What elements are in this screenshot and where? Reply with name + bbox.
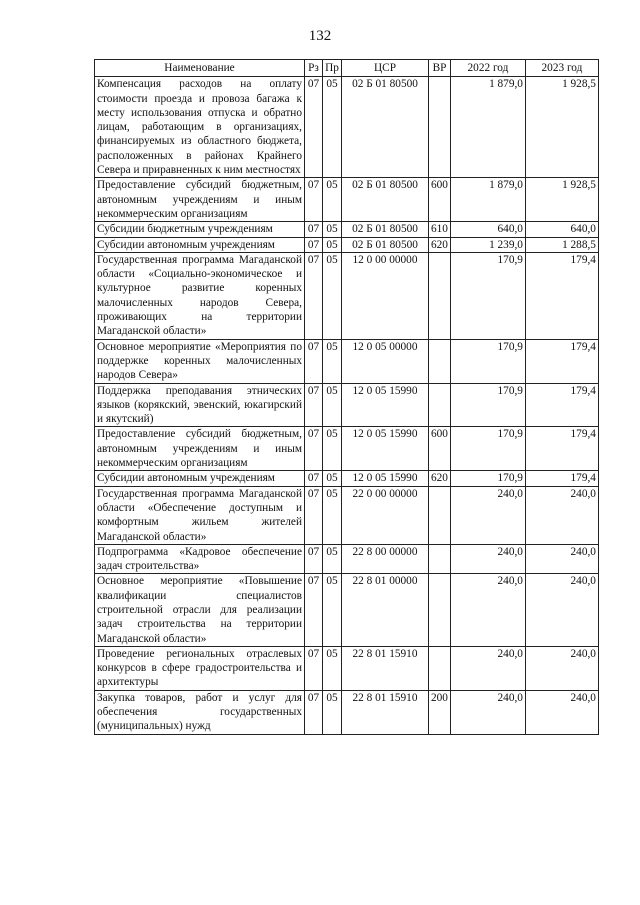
row-pr: 05 (323, 544, 342, 574)
row-amount-2022: 240,0 (450, 690, 525, 734)
row-csr: 02 Б 01 80500 (342, 222, 429, 237)
table-row (95, 383, 599, 427)
row-amount-2023: 1 928,5 (525, 77, 598, 178)
row-pr: 05 (323, 486, 342, 544)
row-pr: 05 (323, 222, 342, 237)
row-amount-2022: 1 879,0 (450, 178, 525, 222)
row-vr (429, 252, 451, 339)
table-row (95, 339, 599, 383)
table-row (95, 574, 599, 646)
row-name: Предоставление субсидий бюджетным, автономным учреждениям и иным некоммерческим организациям (95, 427, 305, 471)
row-amount-2022: 640,0 (450, 222, 525, 237)
row-amount-2022: 240,0 (450, 646, 525, 690)
row-amount-2022: 1 239,0 (450, 237, 525, 252)
row-amount-2023: 240,0 (525, 646, 598, 690)
row-vr (429, 544, 451, 574)
row-amount-2023: 640,0 (525, 222, 598, 237)
row-csr: 22 0 00 00000 (342, 486, 429, 544)
row-rz: 07 (305, 544, 323, 574)
row-amount-2022: 170,9 (450, 252, 525, 339)
table-row (95, 77, 599, 178)
row-pr: 05 (323, 339, 342, 383)
page-number: 132 (308, 28, 332, 44)
row-amount-2023: 179,4 (525, 471, 598, 486)
row-vr (429, 646, 451, 690)
row-name: Поддержка преподавания этнических языков (корякский, эвенский, юкагирский и якутский) (95, 383, 305, 427)
header-2022: 2022 год (450, 60, 525, 77)
row-pr: 05 (323, 690, 342, 734)
row-rz: 07 (305, 486, 323, 544)
row-name: Закупка товаров, работ и услуг для обеспечения государственных (муниципальных) нужд (95, 690, 305, 734)
row-rz: 07 (305, 427, 323, 471)
row-csr: 02 Б 01 80500 (342, 77, 429, 178)
row-amount-2023: 240,0 (525, 544, 598, 574)
row-rz: 07 (305, 339, 323, 383)
row-amount-2022: 240,0 (450, 486, 525, 544)
row-vr: 600 (429, 178, 451, 222)
table-row (95, 471, 599, 486)
row-amount-2023: 240,0 (525, 486, 598, 544)
row-amount-2023: 179,4 (525, 252, 598, 339)
row-vr (429, 486, 451, 544)
row-vr: 620 (429, 471, 451, 486)
row-csr: 22 8 01 15910 (342, 690, 429, 734)
row-amount-2022: 170,9 (450, 339, 525, 383)
row-vr: 620 (429, 237, 451, 252)
row-rz: 07 (305, 252, 323, 339)
table-row (95, 544, 599, 574)
row-rz: 07 (305, 178, 323, 222)
row-rz: 07 (305, 383, 323, 427)
row-vr (429, 383, 451, 427)
row-rz: 07 (305, 222, 323, 237)
row-name: Основное мероприятие «Мероприятия по поддержке коренных малочисленных народов Севера» (95, 339, 305, 383)
row-pr: 05 (323, 427, 342, 471)
row-amount-2022: 170,9 (450, 471, 525, 486)
header-vr: ВР (429, 60, 451, 77)
row-csr: 12 0 05 15990 (342, 471, 429, 486)
row-name: Субсидии автономным учреждениям (95, 471, 305, 486)
row-pr: 05 (323, 646, 342, 690)
table-row (95, 690, 599, 734)
header-rz: Рз (305, 60, 323, 77)
row-amount-2023: 179,4 (525, 339, 598, 383)
row-name: Субсидии бюджетным учреждениям (95, 222, 305, 237)
row-name: Подпрограмма «Кадровое обеспечение задач строительства» (95, 544, 305, 574)
row-pr: 05 (323, 77, 342, 178)
row-rz: 07 (305, 77, 323, 178)
row-amount-2022: 170,9 (450, 383, 525, 427)
row-vr: 610 (429, 222, 451, 237)
row-amount-2022: 240,0 (450, 544, 525, 574)
row-vr: 200 (429, 690, 451, 734)
row-pr: 05 (323, 471, 342, 486)
header-name: Наименование (95, 60, 305, 77)
table-body (95, 77, 599, 734)
row-csr: 22 8 01 00000 (342, 574, 429, 646)
row-csr: 12 0 05 15990 (342, 383, 429, 427)
row-csr: 02 Б 01 80500 (342, 178, 429, 222)
table-row (95, 237, 599, 252)
table-row (95, 252, 599, 339)
budget-table (94, 59, 599, 735)
row-rz: 07 (305, 646, 323, 690)
table-row (95, 178, 599, 222)
row-amount-2023: 1 288,5 (525, 237, 598, 252)
row-name: Компенсация расходов на оплату стоимости проезда и провоза багажа к месту использования отпуска и обратно лицам, работающим в организациях, финансируемых из областного бюджета, расположенных в районах Крайнего Севера и приравненных к ним местностях (95, 77, 305, 178)
row-rz: 07 (305, 237, 323, 252)
row-amount-2023: 179,4 (525, 383, 598, 427)
header-csr: ЦСР (342, 60, 429, 77)
row-csr: 12 0 00 00000 (342, 252, 429, 339)
table-row (95, 646, 599, 690)
row-name: Государственная программа Магаданской области «Обеспечение доступным и комфортным жильем жителей Магаданской области» (95, 486, 305, 544)
row-csr: 12 0 05 00000 (342, 339, 429, 383)
row-amount-2022: 1 879,0 (450, 77, 525, 178)
row-vr (429, 339, 451, 383)
row-amount-2022: 170,9 (450, 427, 525, 471)
row-csr: 12 0 05 15990 (342, 427, 429, 471)
row-csr: 22 8 01 15910 (342, 646, 429, 690)
row-name: Субсидии автономным учреждениям (95, 237, 305, 252)
row-rz: 07 (305, 690, 323, 734)
row-rz: 07 (305, 574, 323, 646)
row-rz: 07 (305, 471, 323, 486)
row-csr: 02 Б 01 80500 (342, 237, 429, 252)
row-name: Предоставление субсидий бюджетным, автономным учреждениям и иным некоммерческим организациям (95, 178, 305, 222)
row-pr: 05 (323, 574, 342, 646)
table-row (95, 222, 599, 237)
table-row (95, 486, 599, 544)
row-vr (429, 574, 451, 646)
row-name: Основное мероприятие «Повышение квалификации специалистов строительной отрасли для реализации задач строительства на территории Магаданской области» (95, 574, 305, 646)
row-amount-2023: 240,0 (525, 574, 598, 646)
header-pr: Пр (323, 60, 342, 77)
row-csr: 22 8 00 00000 (342, 544, 429, 574)
row-amount-2022: 240,0 (450, 574, 525, 646)
header-2023: 2023 год (525, 60, 598, 77)
row-amount-2023: 1 928,5 (525, 178, 598, 222)
row-amount-2023: 179,4 (525, 427, 598, 471)
row-name: Государственная программа Магаданской области «Социально-экономическое и культурное развитие коренных малочисленных народов Севера, проживающих на территории Магаданской области» (95, 252, 305, 339)
table-row (95, 427, 599, 471)
row-vr: 600 (429, 427, 451, 471)
row-pr: 05 (323, 178, 342, 222)
row-name: Проведение региональных отраслевых конкурсов в сфере градостроительства и архитектуры (95, 646, 305, 690)
row-pr: 05 (323, 252, 342, 339)
row-vr (429, 77, 451, 178)
row-pr: 05 (323, 383, 342, 427)
table-header-row (95, 60, 599, 77)
row-pr: 05 (323, 237, 342, 252)
row-amount-2023: 240,0 (525, 690, 598, 734)
